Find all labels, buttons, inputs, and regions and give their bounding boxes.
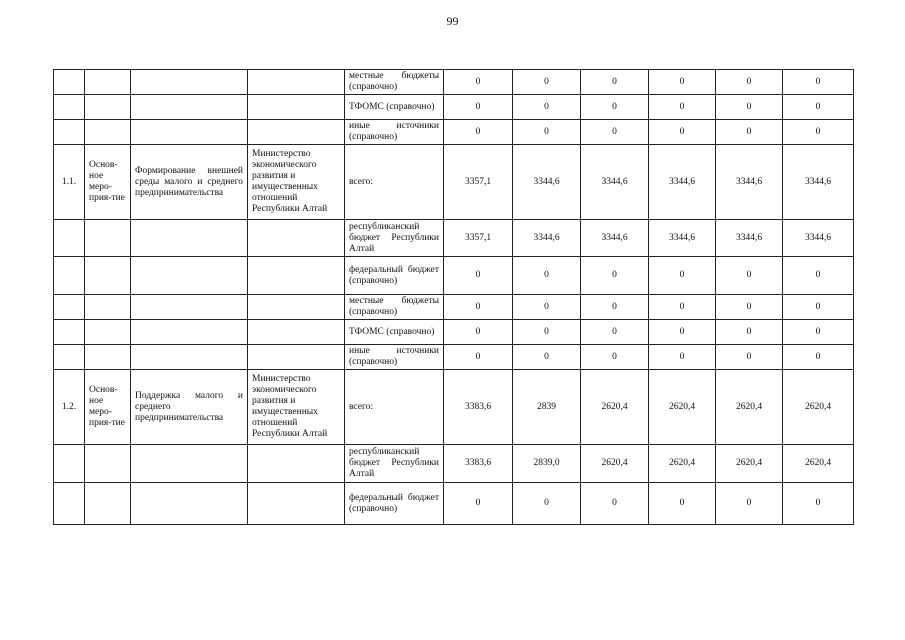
row-kind (85, 295, 131, 320)
row-number (54, 345, 85, 370)
row-source: республиканский бюджет Республики Алтай (345, 220, 444, 257)
row-number (54, 295, 85, 320)
row-kind (85, 483, 131, 525)
row-source: всего: (345, 145, 444, 220)
row-value: 3357,1 (444, 220, 513, 257)
row-executor (248, 70, 345, 95)
row-value: 3357,1 (444, 145, 513, 220)
row-source: иные источники (справочно) (345, 120, 444, 145)
row-name (131, 345, 248, 370)
row-value: 2620,4 (716, 370, 783, 445)
row-name (131, 483, 248, 525)
table-row (54, 370, 854, 445)
table-row (54, 220, 854, 257)
row-value: 0 (444, 295, 513, 320)
row-value: 0 (783, 95, 854, 120)
row-value: 0 (649, 120, 716, 145)
row-value: 0 (783, 257, 854, 295)
table-row (54, 145, 854, 220)
row-value: 2620,4 (649, 370, 716, 445)
row-value: 0 (716, 257, 783, 295)
row-value: 0 (581, 320, 649, 345)
row-name (131, 220, 248, 257)
row-number (54, 95, 85, 120)
row-source: ТФОМС (справочно) (345, 320, 444, 345)
row-value: 3344,6 (783, 145, 854, 220)
row-value: 0 (581, 70, 649, 95)
row-kind: Основ-ное меро-прия-тие (85, 145, 131, 220)
row-value: 3344,6 (649, 145, 716, 220)
row-value: 3344,6 (513, 220, 581, 257)
row-value: 0 (716, 320, 783, 345)
row-value: 3344,6 (513, 145, 581, 220)
row-value: 2620,4 (783, 370, 854, 445)
row-source: республиканский бюджет Республики Алтай (345, 445, 444, 483)
row-value: 0 (716, 95, 783, 120)
row-value: 0 (649, 320, 716, 345)
row-kind (85, 257, 131, 295)
row-value: 0 (783, 295, 854, 320)
row-executor (248, 483, 345, 525)
row-number (54, 70, 85, 95)
row-value: 0 (513, 70, 581, 95)
row-name (131, 70, 248, 95)
row-kind (85, 95, 131, 120)
row-kind (85, 70, 131, 95)
row-value: 0 (581, 345, 649, 370)
row-kind (85, 320, 131, 345)
table-row (54, 120, 854, 145)
budget-table (53, 69, 854, 525)
row-value: 0 (783, 70, 854, 95)
row-value: 0 (649, 483, 716, 525)
row-value: 2620,4 (649, 445, 716, 483)
row-value: 0 (513, 95, 581, 120)
row-value: 3383,6 (444, 370, 513, 445)
row-name (131, 257, 248, 295)
row-value: 2620,4 (716, 445, 783, 483)
row-name (131, 95, 248, 120)
row-value: 0 (444, 483, 513, 525)
row-value: 0 (513, 483, 581, 525)
row-value: 0 (444, 70, 513, 95)
table-row (54, 257, 854, 295)
table-row (54, 70, 854, 95)
row-value: 0 (444, 120, 513, 145)
row-value: 0 (513, 320, 581, 345)
row-value: 0 (581, 295, 649, 320)
row-number: 1.2. (54, 370, 85, 445)
row-kind: Основ-ное меро-прия-тие (85, 370, 131, 445)
row-value: 0 (513, 345, 581, 370)
row-value: 0 (444, 257, 513, 295)
row-executor (248, 445, 345, 483)
row-value: 2839,0 (513, 445, 581, 483)
row-value: 0 (716, 70, 783, 95)
row-name: Поддержка малого и среднего предпринимательства (131, 370, 248, 445)
row-kind (85, 445, 131, 483)
row-value: 3344,6 (783, 220, 854, 257)
row-executor (248, 295, 345, 320)
row-name (131, 295, 248, 320)
row-executor (248, 257, 345, 295)
row-value: 2620,4 (783, 445, 854, 483)
row-executor (248, 120, 345, 145)
row-value: 0 (513, 257, 581, 295)
row-kind (85, 220, 131, 257)
row-value: 0 (649, 257, 716, 295)
row-number (54, 445, 85, 483)
row-name (131, 445, 248, 483)
row-value: 2839 (513, 370, 581, 445)
table-row (54, 95, 854, 120)
row-value: 3344,6 (649, 220, 716, 257)
page-number: 99 (446, 14, 459, 28)
row-number (54, 257, 85, 295)
table-row (54, 445, 854, 483)
row-name: Формирование внешней среды малого и среднего предпринимательства (131, 145, 248, 220)
row-value: 0 (581, 95, 649, 120)
row-value: 0 (581, 120, 649, 145)
row-value: 0 (649, 95, 716, 120)
row-value: 0 (649, 70, 716, 95)
row-source: местные бюджеты (справочно) (345, 70, 444, 95)
table-row (54, 320, 854, 345)
row-name (131, 120, 248, 145)
row-value: 3344,6 (716, 220, 783, 257)
row-executor (248, 95, 345, 120)
row-value: 3383,6 (444, 445, 513, 483)
row-number (54, 483, 85, 525)
row-executor: Министерство экономического развития и имущественных отношений Республики Алтай (248, 145, 345, 220)
row-source: федеральный бюджет (справочно) (345, 257, 444, 295)
row-value: 0 (444, 320, 513, 345)
row-executor (248, 320, 345, 345)
row-value: 0 (716, 345, 783, 370)
table-row (54, 345, 854, 370)
row-executor: Министерство экономического развития и имущественных отношений Республики Алтай (248, 370, 345, 445)
table-row (54, 483, 854, 525)
row-value: 0 (783, 120, 854, 145)
row-number (54, 120, 85, 145)
row-value: 0 (444, 345, 513, 370)
row-kind (85, 120, 131, 145)
row-value: 0 (716, 120, 783, 145)
row-value: 0 (581, 483, 649, 525)
row-source: местные бюджеты (справочно) (345, 295, 444, 320)
row-number (54, 220, 85, 257)
row-value: 0 (444, 95, 513, 120)
row-value: 0 (649, 295, 716, 320)
row-value: 0 (783, 320, 854, 345)
row-source: ТФОМС (справочно) (345, 95, 444, 120)
row-number (54, 320, 85, 345)
row-source: всего: (345, 370, 444, 445)
row-value: 2620,4 (581, 370, 649, 445)
row-kind (85, 345, 131, 370)
row-value: 0 (716, 295, 783, 320)
row-value: 0 (716, 483, 783, 525)
row-executor (248, 220, 345, 257)
table-body (54, 70, 854, 525)
row-value: 0 (513, 120, 581, 145)
row-value: 3344,6 (716, 145, 783, 220)
row-value: 3344,6 (581, 220, 649, 257)
row-value: 0 (649, 345, 716, 370)
row-value: 0 (783, 483, 854, 525)
row-value: 0 (581, 257, 649, 295)
row-executor (248, 345, 345, 370)
row-value: 0 (783, 345, 854, 370)
row-number: 1.1. (54, 145, 85, 220)
row-value: 0 (513, 295, 581, 320)
row-value: 2620,4 (581, 445, 649, 483)
table-row (54, 295, 854, 320)
row-value: 3344,6 (581, 145, 649, 220)
row-source: федеральный бюджет (справочно) (345, 483, 444, 525)
row-name (131, 320, 248, 345)
row-source: иные источники (справочно) (345, 345, 444, 370)
